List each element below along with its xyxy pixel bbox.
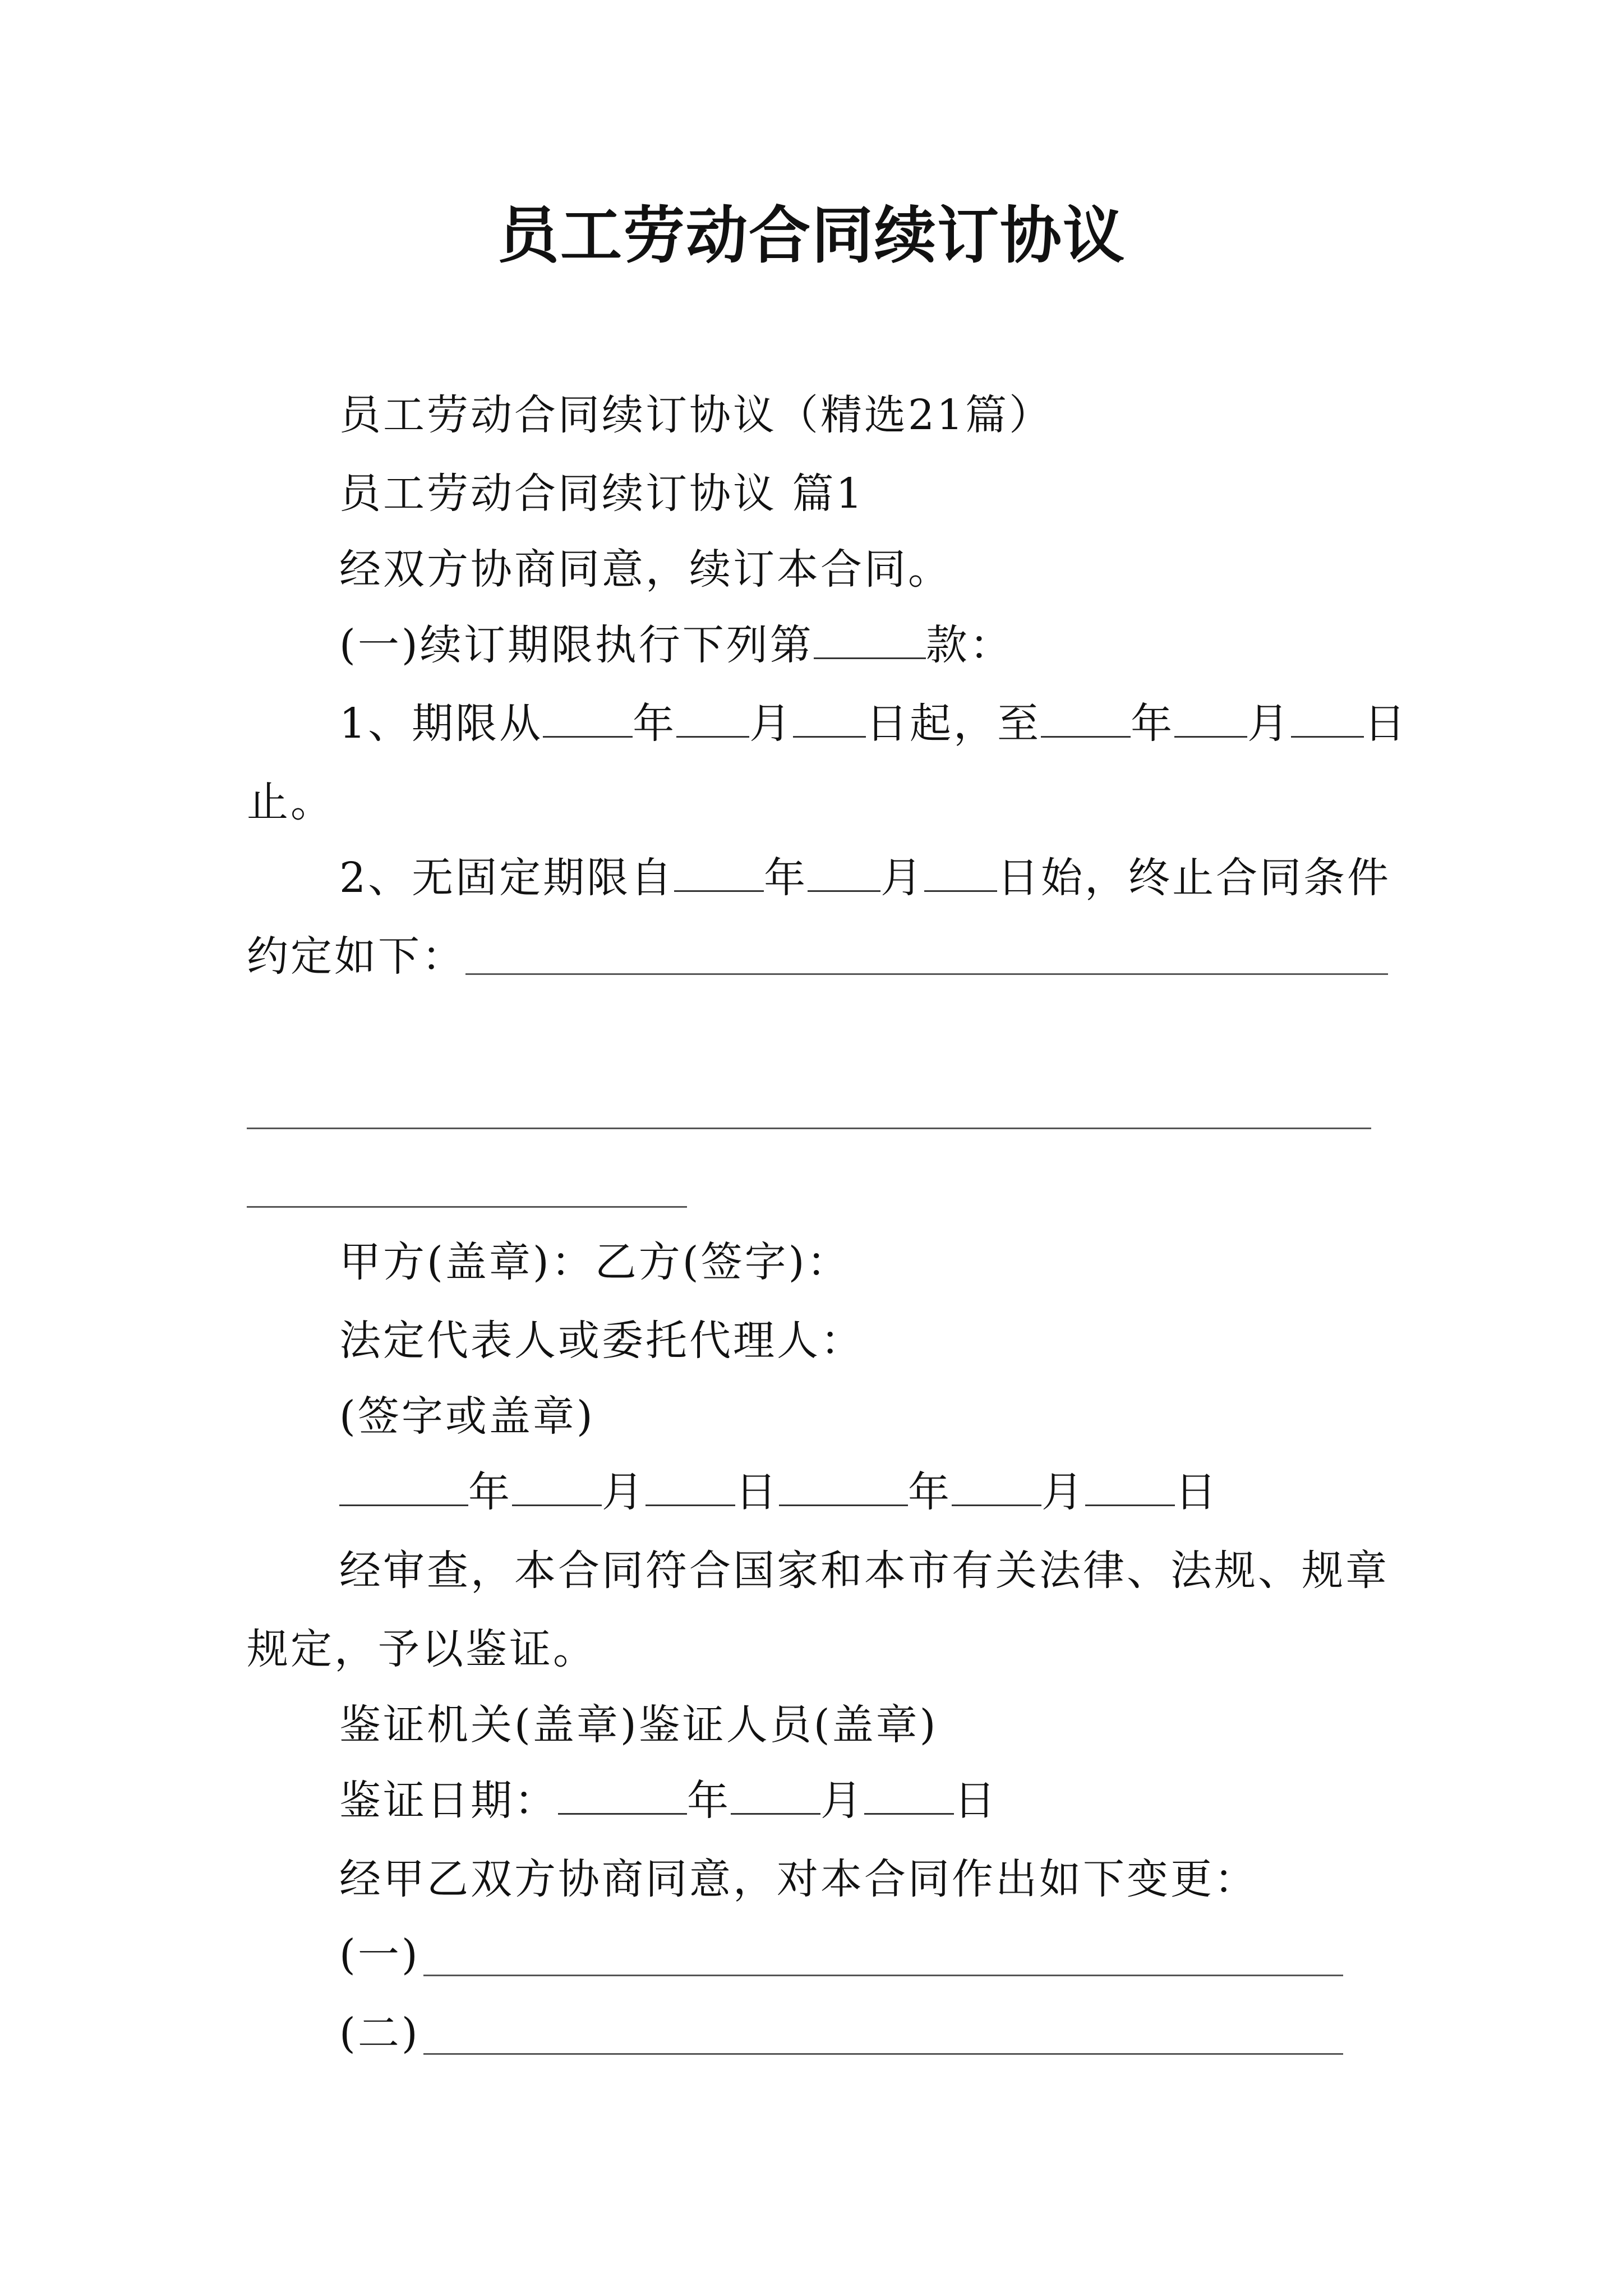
fill-line[interactable] <box>423 1975 1343 1976</box>
fill-blank[interactable] <box>645 1465 735 1506</box>
fill-blank[interactable] <box>1291 697 1364 738</box>
fill-blank[interactable] <box>779 1465 908 1506</box>
sign-or-seal: (签字或盖章) <box>339 1392 595 1441</box>
fill-blank[interactable] <box>558 1774 687 1815</box>
clause-fixed-term: 1、期限从 年 月 日起，至 年 月 日 <box>339 696 1408 752</box>
fill-blank[interactable] <box>793 697 866 738</box>
fill-blank[interactable] <box>808 851 880 892</box>
fill-blank[interactable] <box>512 1465 602 1506</box>
paragraph: 约定如下： <box>247 932 465 981</box>
fill-line[interactable] <box>247 1128 1371 1129</box>
fill-line[interactable] <box>465 973 1388 975</box>
authentication-date: 鉴证日期： 年 月 日 <box>339 1773 998 1829</box>
signature-dates: 年 月 日 年 月 日 <box>339 1464 1219 1520</box>
paragraph: 规定，予以鉴证。 <box>247 1625 597 1673</box>
fill-blank[interactable] <box>1041 697 1131 738</box>
fill-blank[interactable] <box>339 1465 468 1506</box>
fill-blank[interactable] <box>1085 1465 1175 1506</box>
fill-blank[interactable] <box>864 1774 954 1815</box>
legal-representative: 法定代表人或委托代理人： <box>339 1317 864 1365</box>
change-item: (一) <box>339 1931 420 1979</box>
document-title: 员工劳动合同续订协议 <box>497 199 1126 272</box>
fill-blank[interactable] <box>924 851 997 892</box>
fill-blank[interactable] <box>814 618 926 659</box>
fill-line[interactable] <box>423 2053 1343 2055</box>
paragraph: 经甲乙双方协商同意，对本合同作出如下变更： <box>339 1855 1258 1903</box>
fill-blank[interactable] <box>676 697 749 738</box>
signature-parties: 甲方(盖章)：乙方(签字)： <box>339 1238 851 1286</box>
fill-blank[interactable] <box>1174 697 1247 738</box>
fill-line[interactable] <box>247 1206 687 1208</box>
authentication-authority: 鉴证机关(盖章)鉴证人员(盖章) <box>339 1701 938 1749</box>
fill-blank[interactable] <box>952 1465 1041 1506</box>
paragraph: 止。 <box>247 778 334 826</box>
subtitle-line: 员工劳动合同续订协议（精选21篇） <box>339 391 1053 439</box>
section-heading: 员工劳动合同续订协议 篇1 <box>339 470 865 518</box>
clause-term: (一)续订期限执行下列第 款： <box>339 617 1013 673</box>
fill-blank[interactable] <box>543 697 633 738</box>
fill-blank[interactable] <box>674 851 764 892</box>
fill-blank[interactable] <box>731 1774 820 1815</box>
paragraph: 经双方协商同意，续订本合同。 <box>339 545 952 593</box>
clause-open-term: 2、无固定期限自 年 月 日始，终止合同条件 <box>339 850 1391 906</box>
change-item: (二) <box>339 2009 420 2058</box>
paragraph: 经审查，本合同符合国家和本市有关法律、法规、规章 <box>339 1547 1389 1595</box>
